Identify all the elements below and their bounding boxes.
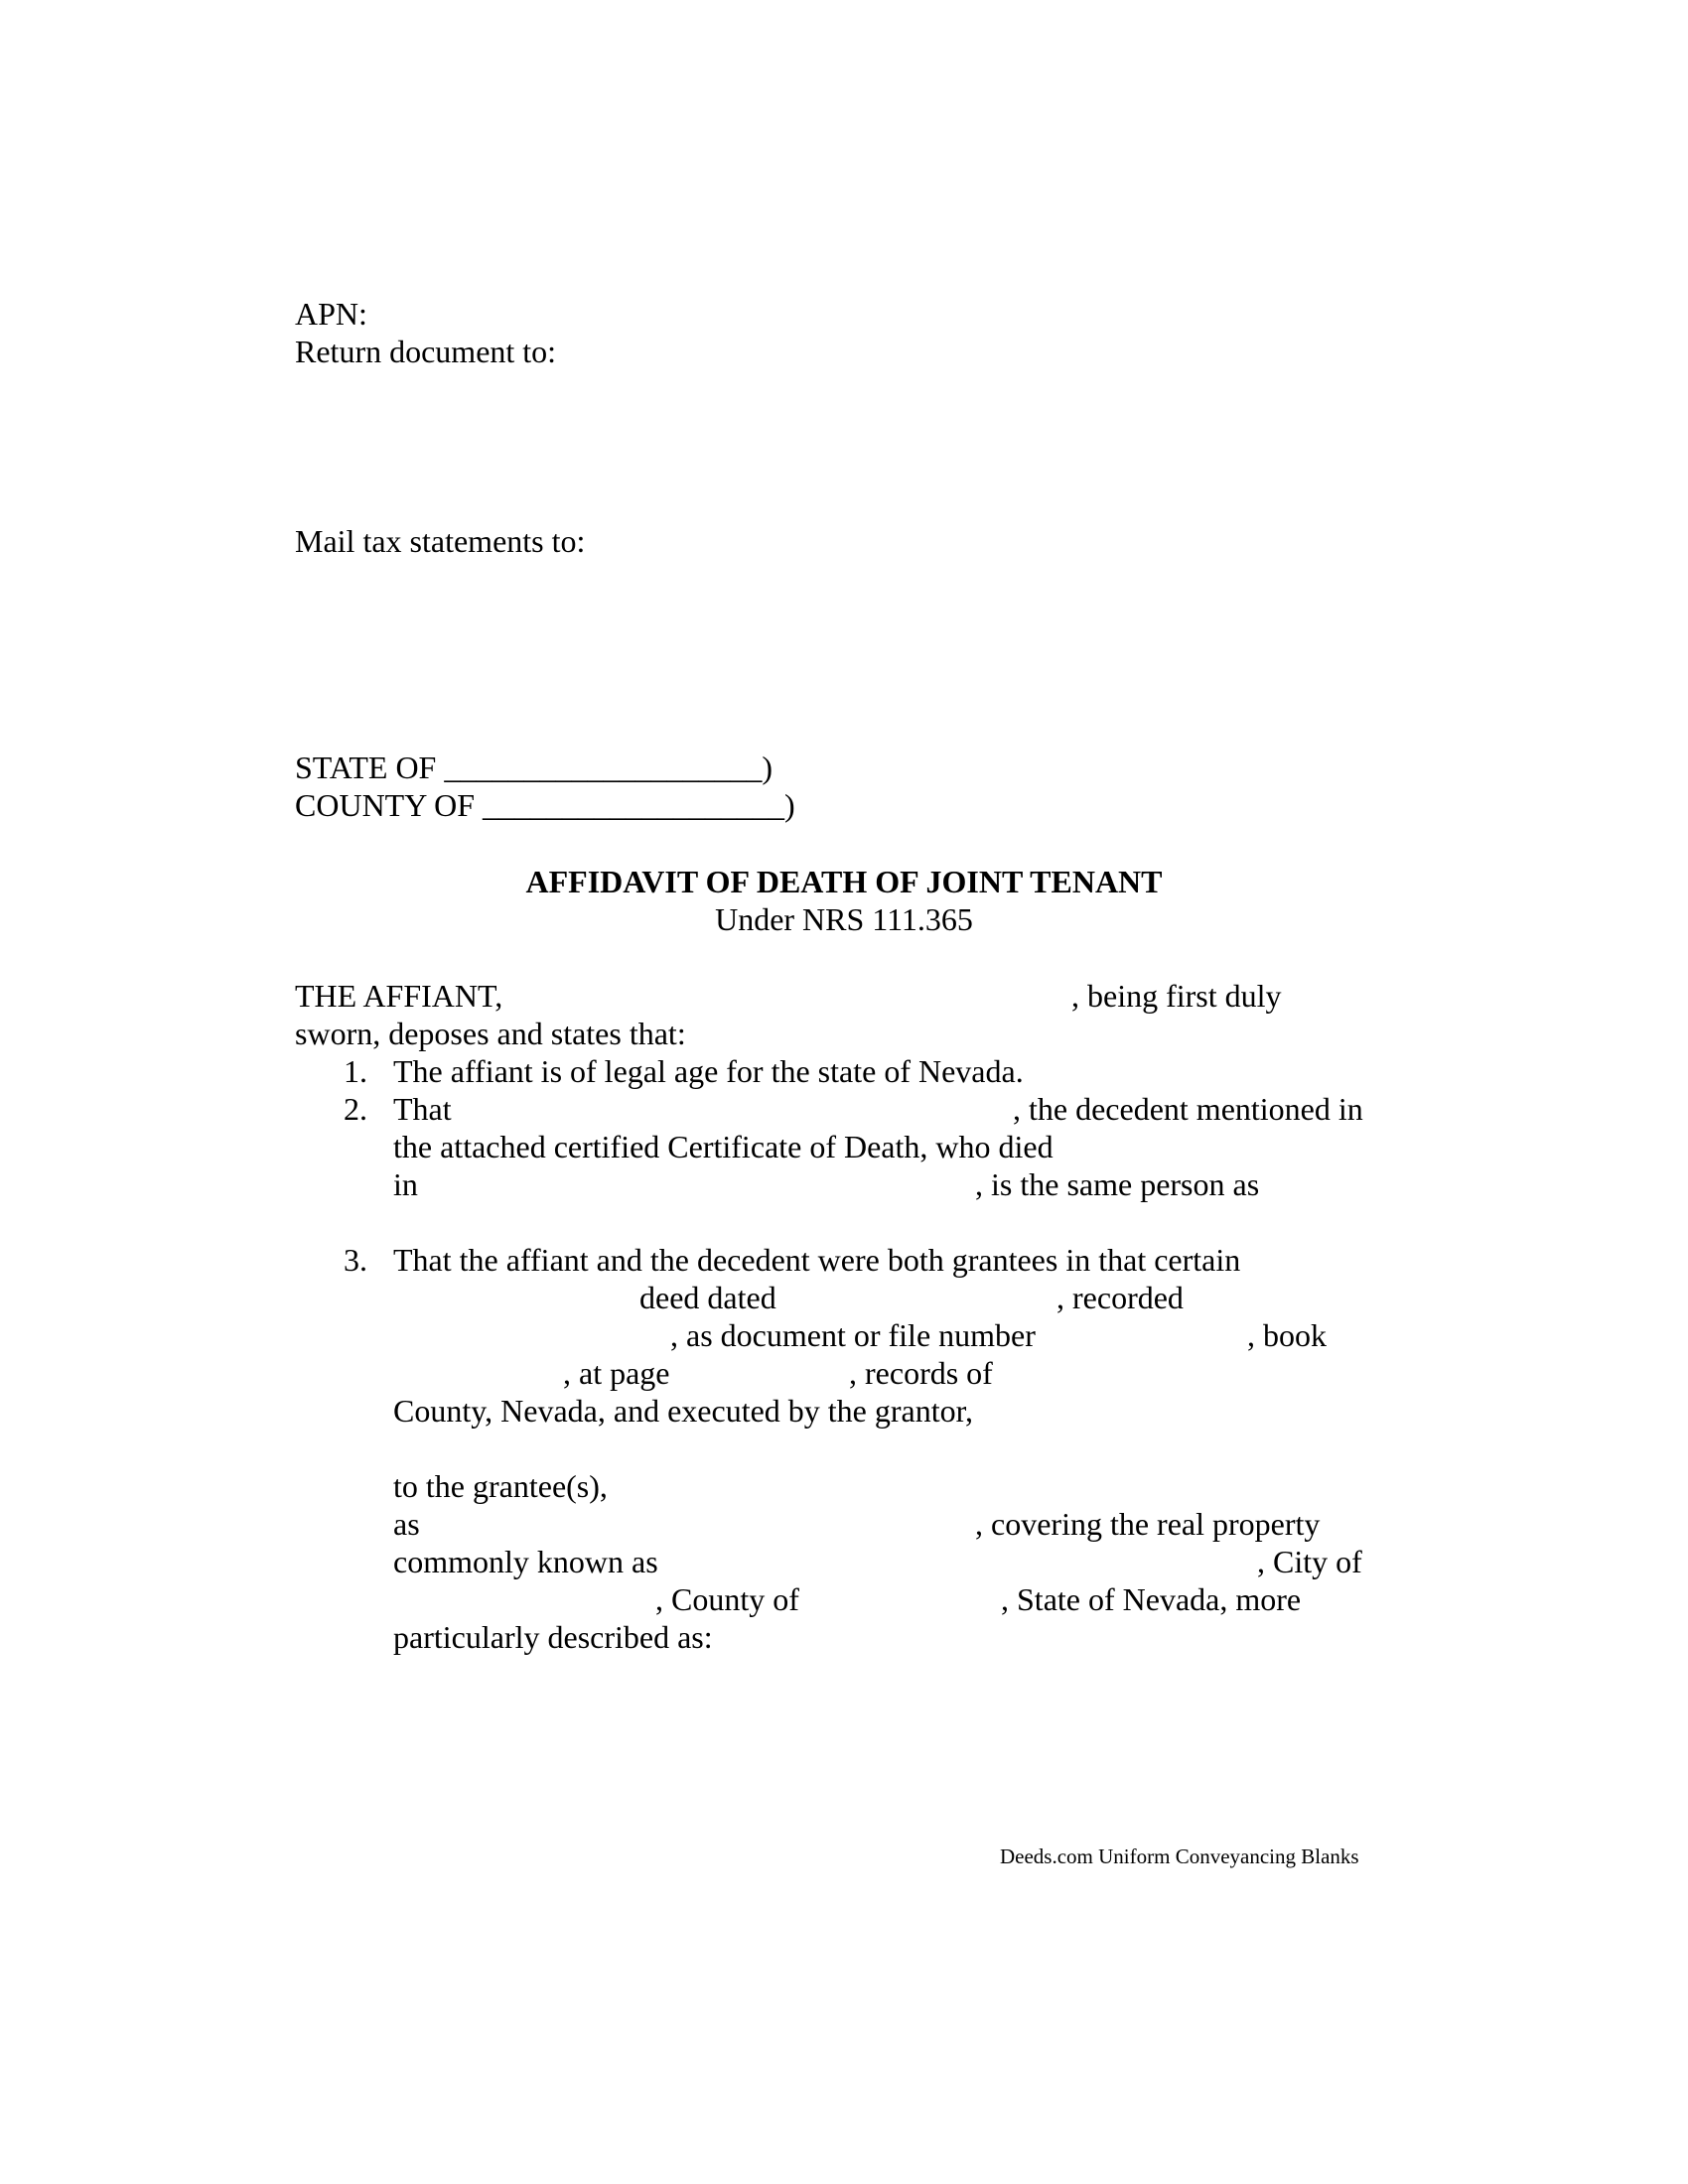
item-3-county-nevada: County, Nevada, and executed by the grantor, [393,1393,973,1429]
item-1-number: 1. [344,1053,367,1089]
item-3-recorded: , recorded [1056,1280,1184,1315]
item-3-records-of: , records of [849,1355,993,1391]
item-2-in: in [393,1166,418,1202]
item-3-covering: , covering the real property [975,1506,1321,1542]
item-3-number: 3. [344,1242,367,1278]
state-of-line: STATE OF ____________________) [295,750,773,785]
item-3-known-as: commonly known as [393,1544,658,1579]
item-3-grantees: to the grantee(s), [393,1468,608,1504]
item-3-state-nevada: , State of Nevada, more [1001,1581,1302,1617]
item-3-book: , book [1247,1317,1327,1353]
item-2-that: That [393,1091,452,1127]
item-2-same-person: , is the same person as [975,1166,1260,1202]
item-3-county-of: , County of [655,1581,799,1617]
item-3-at-page: , at page [563,1355,670,1391]
document-subtitle: Under NRS 111.365 [715,901,973,937]
affiant-label: THE AFFIANT, [295,978,503,1014]
mail-tax-statements-label: Mail tax statements to: [295,523,586,559]
return-document-label: Return document to: [295,334,557,369]
item-2-number: 2. [344,1091,367,1127]
document-title: AFFIDAVIT OF DEATH OF JOINT TENANT [525,864,1163,899]
sworn-deposes: sworn, deposes and states that: [295,1016,686,1051]
apn-label: APN: [295,296,367,332]
item-3-as: as [393,1506,420,1542]
item-1-text: The affiant is of legal age for the state of Nevada. [393,1053,1024,1089]
item-2-decedent-mentioned: , the decedent mentioned in [1013,1091,1363,1127]
footer-text: Deeds.com Uniform Conveyancing Blanks [1000,1844,1359,1868]
item-3-described: particularly described as: [393,1619,713,1655]
item-3-line-1: That the affiant and the decedent were both grantees in that certain [393,1242,1241,1278]
county-of-line: COUNTY OF ___________________) [295,787,795,823]
item-2-certificate: the attached certified Certificate of Death, who died [393,1129,1054,1164]
item-3-document-number: , as document or file number [670,1317,1036,1353]
being-first-duly: , being first duly [1071,978,1282,1014]
item-3-city-of: , City of [1257,1544,1362,1579]
item-3-deed-dated: deed dated [639,1280,776,1315]
